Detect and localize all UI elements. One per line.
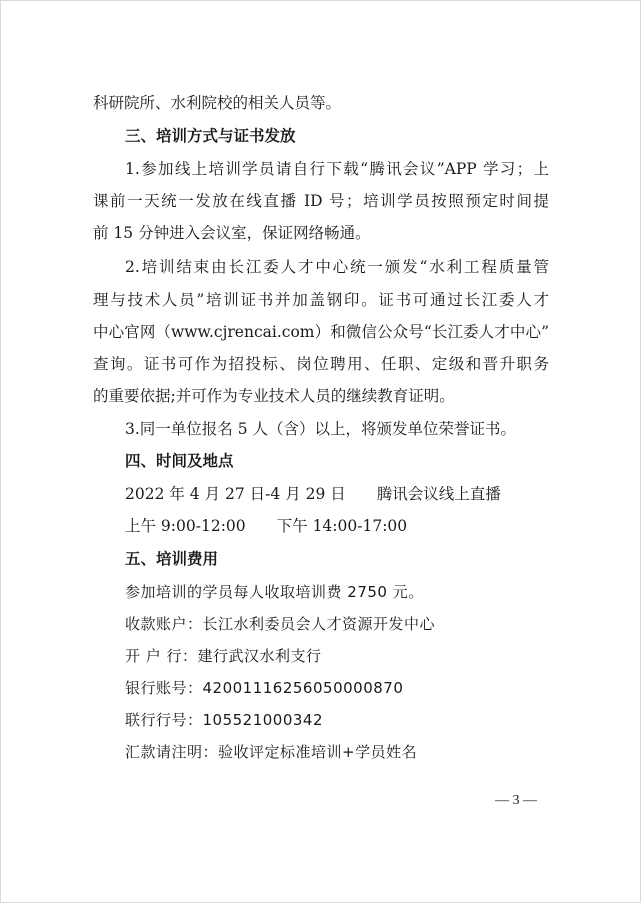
paragraph-line: 1.参加线上培训学员请自行下载“腾讯会议”APP 学习；上 (125, 160, 549, 178)
section-heading-training-method: 三、培训方式与证书发放 (125, 127, 296, 145)
bank-routing-number: 联行行号：105521000342 (125, 711, 324, 729)
section-heading-time-location: 四、时间及地点 (125, 452, 234, 470)
bank-name: 开 户 行：建行武汉水利支行 (125, 647, 322, 665)
paragraph-line: 的重要依据;并可作为专业技术人员的继续教育证明。 (93, 387, 455, 405)
remittance-note: 汇款请注明：验收评定标准培训+学员姓名 (125, 743, 418, 761)
payee-account: 收款账户：长江水利委员会人才资源开发中心 (125, 615, 436, 633)
paragraph-line: 理与技术人员”培训证书并加盖钢印。证书可通过长江委人才 (93, 291, 549, 309)
paragraph-line: 3.同一单位报名 5 人（含）以上，将颁发单位荣誉证书。 (125, 420, 517, 438)
schedule-times: 上午 9:00-12:00 下午 14:00-17:00 (125, 517, 408, 535)
fee-statement: 参加培训的学员每人收取培训费 2750 元。 (125, 583, 424, 601)
paragraph-line: 课前一天统一发放在线直播 ID 号；培训学员按照预定时间提 (93, 192, 549, 210)
section-heading-training-fee: 五、培训费用 (125, 550, 219, 568)
paragraph-line: 科研院所、水利院校的相关人员等。 (93, 94, 342, 112)
page-number: — 3 — (495, 793, 537, 808)
paragraph-line: 前 15 分钟进入会议室，保证网络畅通。 (93, 224, 371, 242)
paragraph-line: 中心官网（www.cjrencai.com）和微信公众号“长江委人才中心” (93, 323, 549, 341)
schedule-dates: 2022 年 4 月 27 日-4 月 29 日 腾讯会议线上直播 (125, 485, 501, 503)
bank-account-number: 银行账号：42001116256050000870 (125, 679, 404, 697)
paragraph-line: 2.培训结束由长江委人才中心统一颁发“水利工程质量管 (125, 258, 549, 276)
paragraph-line: 查询。证书可作为招投标、岗位聘用、任职、定级和晋升职务 (93, 355, 549, 373)
